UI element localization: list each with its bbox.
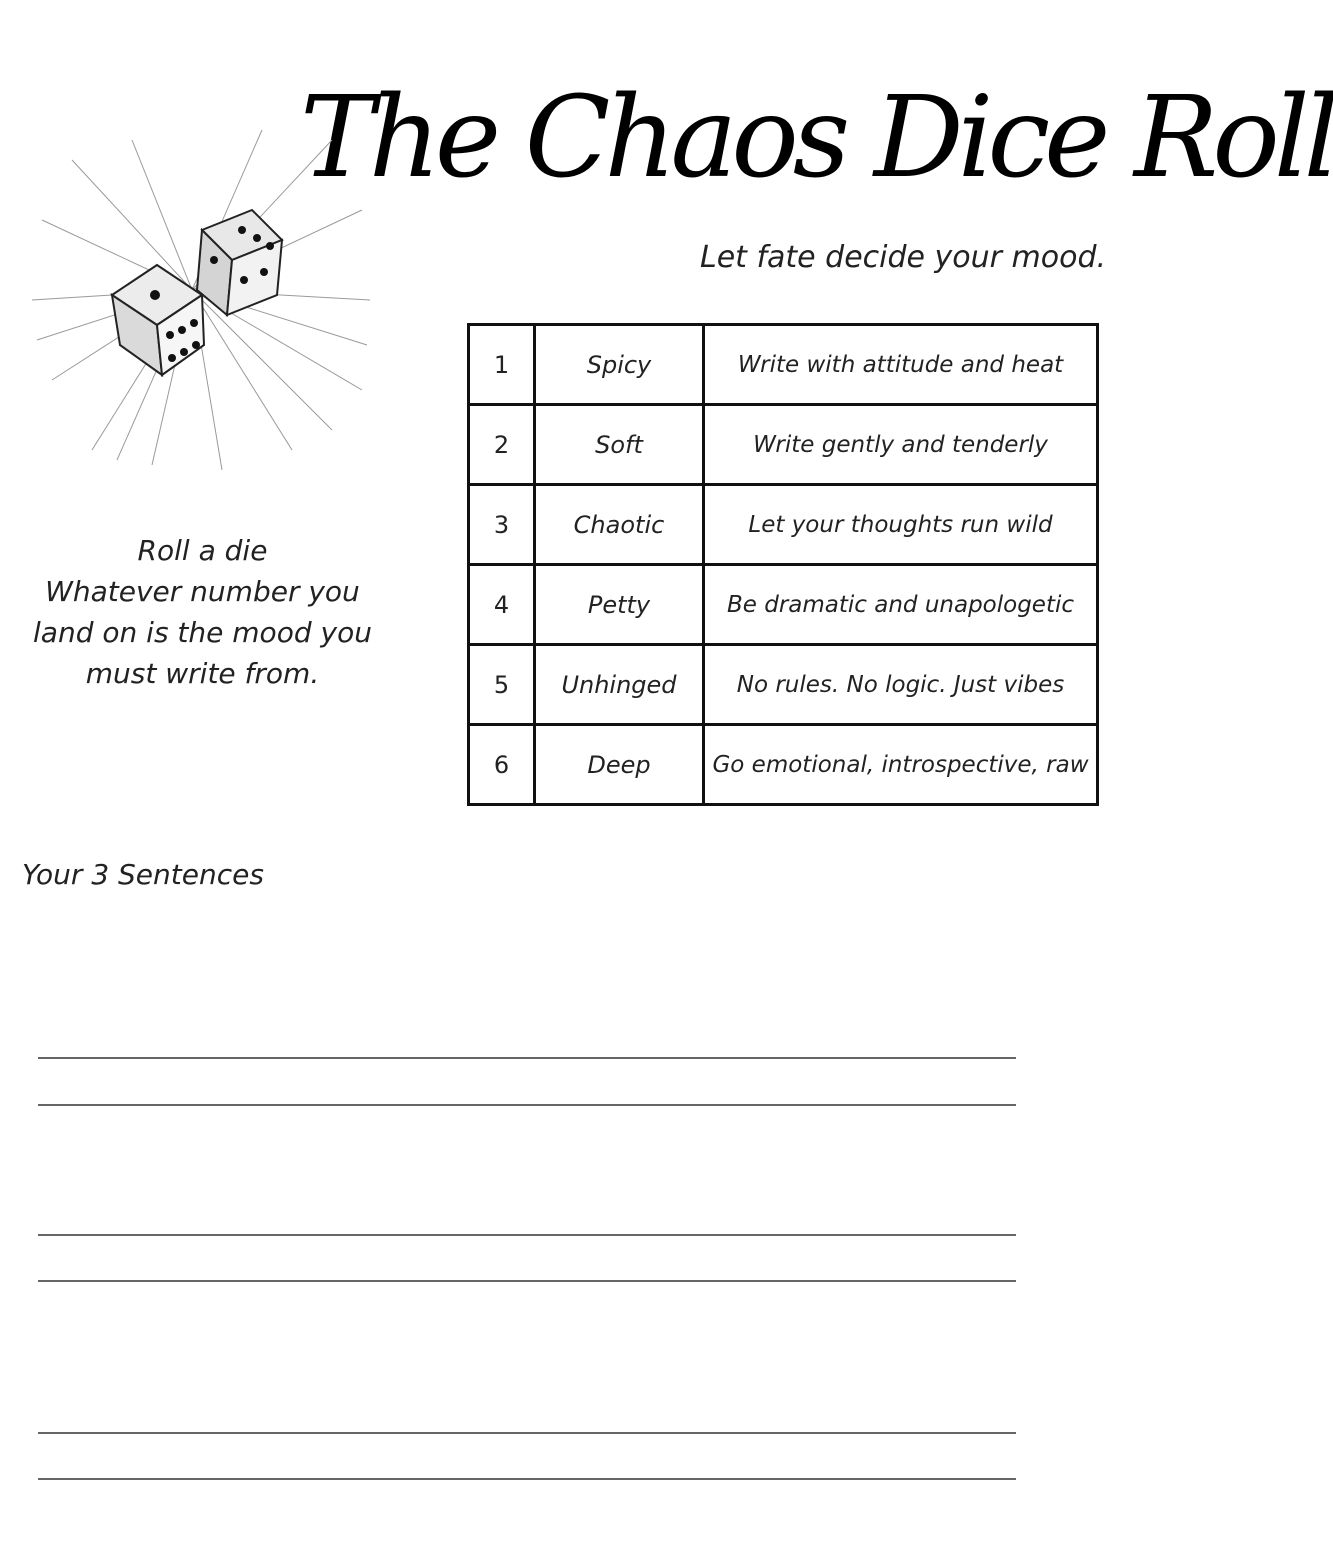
table-row xyxy=(469,325,1098,405)
mood-name: Soft xyxy=(535,405,704,485)
table-row xyxy=(469,405,1098,485)
roll-number: 1 xyxy=(469,325,535,405)
mood-name: Chaotic xyxy=(535,485,704,565)
table-row xyxy=(469,645,1098,725)
table-row xyxy=(469,485,1098,565)
mood-description: Be dramatic and unapologetic xyxy=(704,565,1098,645)
mood-description: Go emotional, introspective, raw xyxy=(704,725,1098,805)
instructions-text xyxy=(30,530,375,694)
table-row xyxy=(469,565,1098,645)
mood-name: Deep xyxy=(535,725,704,805)
writing-line[interactable] xyxy=(38,1478,1016,1480)
mood-name: Unhinged xyxy=(535,645,704,725)
instruction-line: land on is the mood you xyxy=(33,616,372,649)
roll-number: 3 xyxy=(469,485,535,565)
roll-number: 5 xyxy=(469,645,535,725)
roll-number: 2 xyxy=(469,405,535,485)
writing-line[interactable] xyxy=(38,1234,1016,1236)
instruction-line: must write from. xyxy=(85,657,320,690)
mood-description: Write gently and tenderly xyxy=(704,405,1098,485)
sentences-label: Your 3 Sentences xyxy=(22,858,264,891)
die-back xyxy=(197,210,282,315)
mood-name: Spicy xyxy=(535,325,704,405)
page-subtitle: Let fate decide your mood. xyxy=(700,240,1107,275)
instruction-line: Whatever number you xyxy=(45,575,360,608)
roll-number: 4 xyxy=(469,565,535,645)
writing-line[interactable] xyxy=(38,1104,1016,1106)
instruction-line: Roll a die xyxy=(137,534,268,567)
die-front xyxy=(112,265,204,375)
roll-number: 6 xyxy=(469,725,535,805)
mood-table xyxy=(467,323,1099,806)
page-title: The Chaos Dice Roll xyxy=(300,73,1333,203)
writing-line[interactable] xyxy=(38,1057,1016,1059)
mood-description: No rules. No logic. Just vibes xyxy=(704,645,1098,725)
mood-description: Let your thoughts run wild xyxy=(704,485,1098,565)
mood-name: Petty xyxy=(535,565,704,645)
writing-line[interactable] xyxy=(38,1280,1016,1282)
table-row xyxy=(469,725,1098,805)
mood-description: Write with attitude and heat xyxy=(704,325,1098,405)
dice-icon xyxy=(32,130,372,470)
writing-line[interactable] xyxy=(38,1432,1016,1434)
